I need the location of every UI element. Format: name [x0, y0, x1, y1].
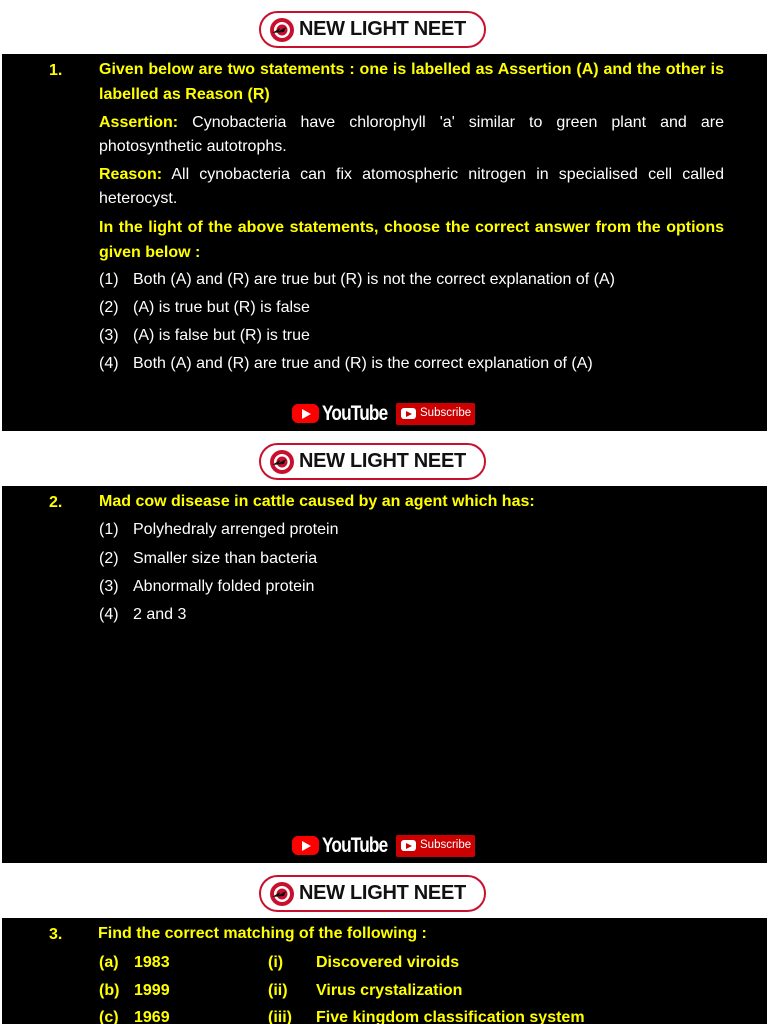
- match-row-a: [99, 954, 739, 978]
- option-2[interactable]: [99, 298, 310, 318]
- option-number: (4): [99, 355, 119, 372]
- subscribe-label: Subscribe: [420, 407, 472, 419]
- logo-text: NEW LIGHT NEET: [299, 450, 466, 472]
- option-text: 2 and 3: [133, 606, 187, 623]
- youtube-play-icon: [292, 404, 319, 423]
- option-number: (2): [99, 550, 119, 567]
- reason-label: Reason:: [99, 166, 163, 183]
- brand-logo: [259, 875, 486, 912]
- youtube-small-icon: [401, 840, 416, 851]
- option-4[interactable]: [99, 605, 186, 625]
- match-right-number: (ii): [268, 982, 288, 999]
- brand-logo: [259, 443, 486, 480]
- assertion-statement: [99, 111, 724, 159]
- match-right-value: Five kingdom classification system: [316, 1009, 585, 1024]
- option-number: (4): [99, 606, 119, 623]
- bulb-logo-icon: [269, 881, 295, 907]
- question-number: 2.: [49, 494, 63, 511]
- question-panel-2: [2, 486, 767, 863]
- option-1[interactable]: [99, 270, 615, 290]
- option-text: (A) is false but (R) is true: [133, 327, 310, 344]
- option-number: (3): [99, 578, 119, 595]
- question-number: 1.: [49, 62, 63, 79]
- option-2[interactable]: [99, 549, 317, 569]
- match-right-number: (iii): [268, 1009, 292, 1024]
- question-instruction: In the light of the above statements, choose the correct answer from the options given below :: [99, 219, 724, 261]
- match-row-c: [99, 1009, 739, 1024]
- brand-logo: [259, 11, 486, 48]
- youtube-footer: [292, 834, 482, 858]
- match-left-value: 1983: [134, 954, 170, 971]
- youtube-footer: [292, 402, 482, 426]
- option-text: Polyhedraly arrenged protein: [133, 521, 339, 538]
- option-3[interactable]: [99, 577, 314, 597]
- assertion-text: Cynobacteria have chlorophyll 'a' similar to green plant and are photosynthetic autotrophs.: [99, 114, 724, 155]
- match-left-value: 1999: [134, 982, 170, 999]
- question-panel-1: [2, 54, 767, 431]
- match-left-number: (c): [99, 1009, 119, 1024]
- subscribe-button[interactable]: [396, 403, 475, 425]
- subscribe-button[interactable]: [396, 835, 475, 857]
- question-title: Given below are two statements : one is labelled as Assertion (A) and the other is labelled as Reason (R): [99, 61, 724, 103]
- match-left-value: 1969: [134, 1009, 170, 1024]
- option-3[interactable]: [99, 326, 310, 346]
- match-right-value: Virus crystalization: [316, 982, 463, 999]
- question-panel-3: [2, 918, 767, 1024]
- option-4[interactable]: [99, 354, 593, 374]
- option-text: Smaller size than bacteria: [133, 550, 318, 567]
- logo-text: NEW LIGHT NEET: [299, 882, 466, 904]
- match-right-value: Discovered viroids: [316, 954, 460, 971]
- match-left-number: (a): [99, 954, 119, 971]
- option-number: (3): [99, 327, 119, 344]
- option-number: (1): [99, 521, 119, 538]
- option-text: Both (A) and (R) are true but (R) is not the correct explanation of (A): [133, 271, 615, 288]
- youtube-small-icon: [401, 408, 416, 419]
- youtube-wordmark: YouTube: [322, 402, 388, 425]
- option-number: (2): [99, 299, 119, 316]
- match-left-number: (b): [99, 982, 120, 999]
- option-number: (1): [99, 271, 119, 288]
- logo-header-3: [0, 864, 768, 916]
- youtube-wordmark: YouTube: [322, 834, 388, 857]
- logo-text: NEW LIGHT NEET: [299, 18, 466, 40]
- option-1[interactable]: [99, 520, 338, 540]
- reason-text: All cynobacteria can fix atomospheric nitrogen in specialised cell called heterocyst.: [99, 166, 724, 207]
- subscribe-label: Subscribe: [420, 839, 472, 851]
- option-text: Abnormally folded protein: [133, 578, 315, 595]
- bulb-logo-icon: [269, 17, 295, 43]
- logo-header-2: [0, 432, 768, 484]
- question-title: Mad cow disease in cattle caused by an agent which has:: [99, 493, 535, 510]
- question-title: Find the correct matching of the following :: [98, 925, 427, 942]
- logo-header-1: [0, 0, 768, 52]
- question-number: 3.: [49, 926, 63, 943]
- youtube-play-icon: [292, 836, 319, 855]
- option-text: Both (A) and (R) are true and (R) is the correct explanation of (A): [133, 355, 593, 372]
- option-text: (A) is true but (R) is false: [133, 299, 310, 316]
- match-right-number: (i): [268, 954, 284, 971]
- reason-statement: [99, 163, 724, 211]
- assertion-label: Assertion:: [99, 114, 179, 131]
- bulb-logo-icon: [269, 449, 295, 475]
- match-row-b: [99, 982, 739, 1006]
